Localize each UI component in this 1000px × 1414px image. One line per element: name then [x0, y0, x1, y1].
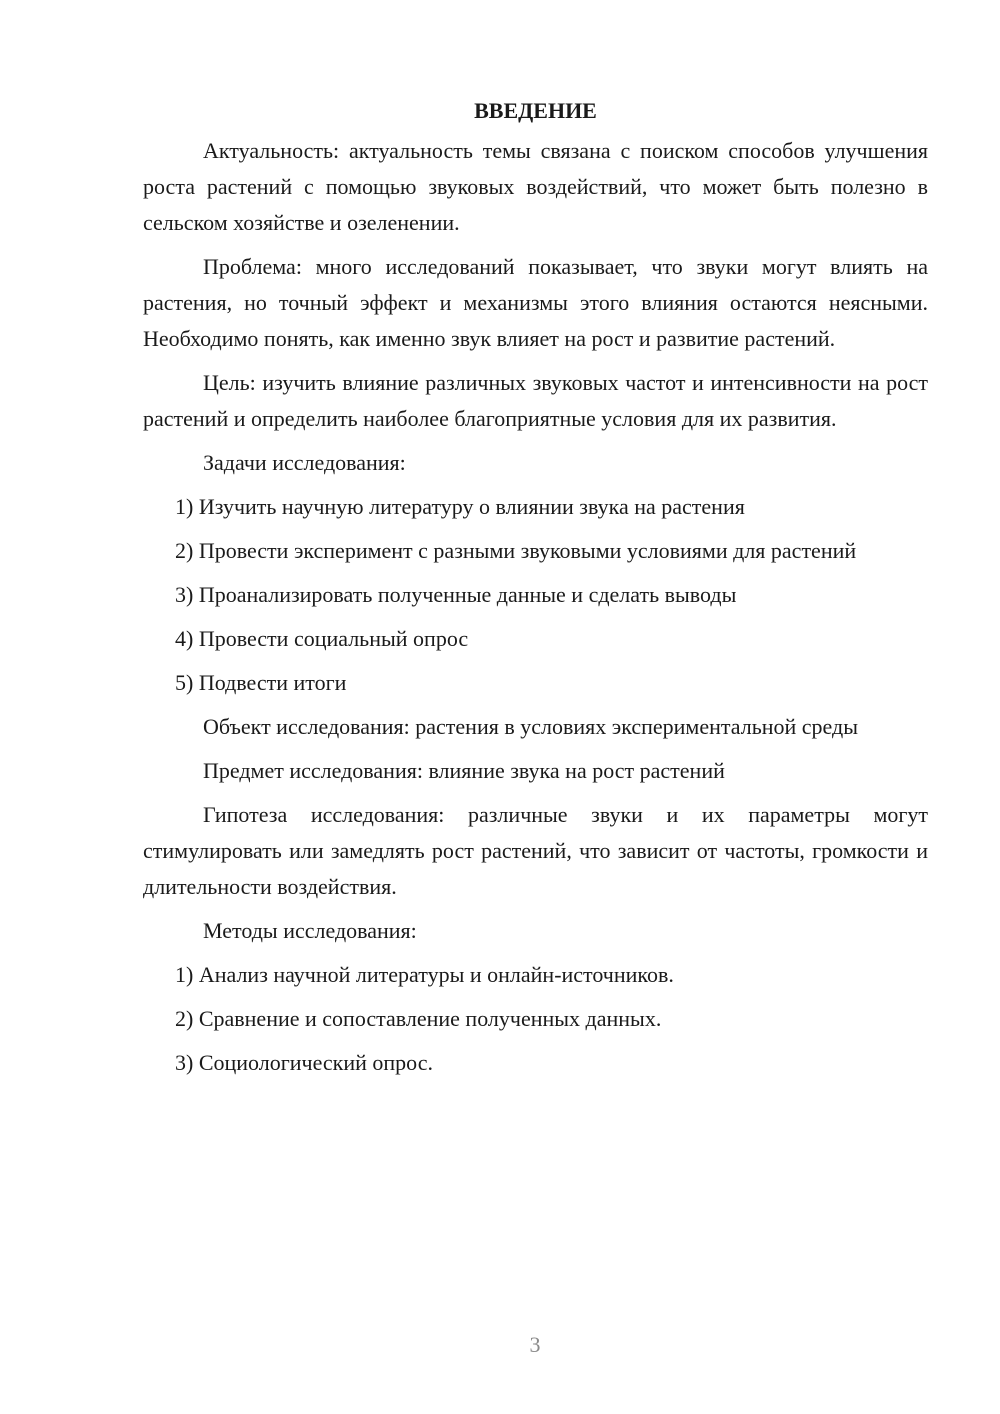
hypothesis-paragraph: Гипотеза исследования: различные звуки и их параметры могут стимулировать или замедлять рост растений, что зависит от частоты, громкости и длительности воздействия. [143, 802, 928, 899]
page-number: 3 [529, 1332, 541, 1357]
relevance-paragraph: Актуальность: актуальность темы связана с поиском способов улучшения роста растений с помощью звуковых воздействий, что может быть полезно в сельском хозяйстве и озеленении. [143, 138, 928, 235]
problem-paragraph: Проблема: много исследований показывает, что звуки могут влиять на растения, но точный эффект и механизмы этого влияния остаются неясными. Необходимо понять, как именно звук влияет на рост и развитие растений. [143, 254, 928, 351]
method-item: 3) Социологический опрос. [175, 1050, 433, 1075]
task-item: 5) Подвести итоги [175, 670, 347, 695]
task-item: 3) Проанализировать полученные данные и сделать выводы [175, 582, 737, 607]
method-item: 2) Сравнение и сопоставление полученных данных. [175, 1006, 662, 1031]
method-item: 1) Анализ научной литературы и онлайн-источников. [175, 962, 674, 987]
object-paragraph: Объект исследования: растения в условиях экспериментальной среды [203, 714, 858, 739]
tasks-heading: Задачи исследования: [203, 450, 406, 475]
task-item: 4) Провести социальный опрос [175, 626, 469, 651]
goal-paragraph: Цель: изучить влияние различных звуковых частот и интенсивности на рост растений и определить наиболее благоприятные условия для их развития. [143, 370, 928, 431]
page-title: ВВЕДЕНИЕ [474, 98, 597, 123]
task-item: 1) Изучить научную литературу о влиянии звука на растения [175, 494, 745, 519]
page-content [143, 93, 928, 1089]
subject-paragraph: Предмет исследования: влияние звука на рост растений [203, 758, 725, 783]
task-item: 2) Провести эксперимент с разными звуковыми условиями для растений [175, 538, 857, 563]
methods-heading: Методы исследования: [203, 918, 417, 943]
